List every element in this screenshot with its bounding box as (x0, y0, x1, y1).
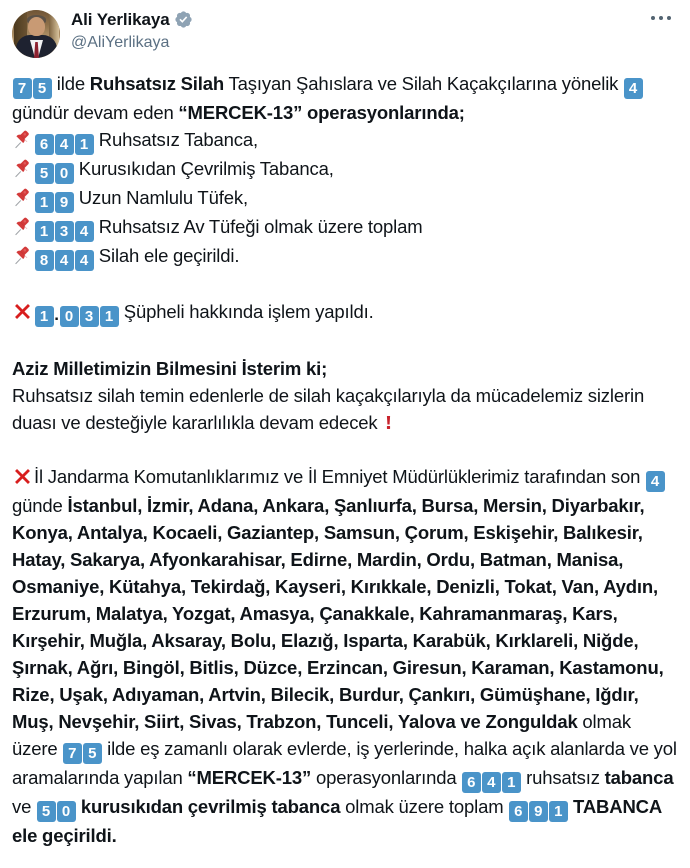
keycap-digit: 1 (549, 801, 568, 822)
keycap-digit: 9 (529, 801, 548, 822)
keycap-group-total (508, 796, 568, 820)
keycap-digit: 4 (624, 78, 643, 99)
keycap-digit: 1 (35, 192, 54, 213)
pushpin-icon (12, 216, 33, 237)
author-handle[interactable]: @AliYerlikaya (71, 34, 170, 51)
keycap-digit: 4 (482, 772, 501, 793)
more-dot (651, 16, 655, 20)
spacer (12, 328, 678, 355)
keycap-digit: 8 (35, 250, 54, 271)
keycap-group (34, 216, 94, 240)
keycap-digit: 6 (462, 772, 481, 793)
ops-text-2: günde (12, 495, 68, 516)
keycap-group-converted (36, 796, 76, 820)
keycap-digit: 0 (55, 163, 74, 184)
ops-bold-converted: kurusıkıdan çevrilmiş tabanca (76, 796, 341, 817)
pushpin-icon (12, 187, 33, 208)
more-dot (659, 16, 663, 20)
keycap-digit: 1 (502, 772, 521, 793)
intro-text-2: Taşıyan Şahıslara ve Silah Kaçakçılarına yönelik (224, 73, 624, 94)
avatar[interactable] (12, 10, 60, 58)
intro-bold-operation: “MERCEK-13” operasyonlarında; (178, 102, 465, 123)
intro-text-3: gündür devam eden (12, 102, 179, 123)
keycap-digit: 4 (75, 221, 94, 242)
list-item-label: Uzun Namlulu Tüfek, (74, 187, 248, 208)
keycap-digit: 0 (60, 306, 79, 327)
statement-heading: Aziz Milletimizin Bilmesini İsterim ki; (12, 358, 328, 379)
keycap-digit: 1 (75, 134, 94, 155)
tweet-text (12, 70, 678, 849)
list-item (12, 184, 678, 213)
keycap-digit: 1 (35, 306, 54, 327)
list-item-label: Kurusıkıdan Çevrilmiş Tabanca, (74, 158, 334, 179)
author-name-block (71, 8, 193, 53)
spacer (12, 271, 678, 298)
intro-bold-1: Ruhsatsız Silah (89, 73, 225, 94)
statement-body (12, 382, 678, 436)
tweet-header (12, 8, 678, 64)
author-name-row (71, 9, 193, 30)
ops-text-6: ruhsatsız (521, 767, 605, 788)
ops-text-8: olmak üzere toplam (340, 796, 509, 817)
keycap-group (34, 187, 74, 211)
keycap-group (34, 158, 74, 182)
suspects-line (12, 298, 678, 328)
keycap-digit: 5 (37, 801, 56, 822)
keycap-digit: 1 (100, 306, 119, 327)
list-item-label: Silah ele geçirildi. (94, 245, 240, 266)
keycap-digit: 3 (55, 221, 74, 242)
ops-text-3: olmak üzere (12, 711, 632, 759)
list-item (12, 242, 678, 271)
keycap-digit: 7 (13, 78, 32, 99)
verified-badge-icon (174, 10, 193, 29)
keycap-digit: 5 (33, 78, 52, 99)
operation-name: “MERCEK-13” (187, 767, 312, 788)
list-item-label: Ruhsatsız Av Tüfeği olmak üzere toplam (94, 216, 423, 237)
cross-mark-icon (12, 301, 33, 322)
ops-bold-total: TABANCA ele geçirildi. (12, 796, 662, 846)
keycap-digit-days: 4 (646, 471, 665, 492)
pushpin-icon (12, 158, 33, 179)
tweet-intro-paragraph (12, 70, 678, 126)
display-name[interactable]: Ali Yerlikaya (71, 10, 170, 29)
spacer (12, 436, 678, 463)
keycap-group-suspects (34, 301, 119, 325)
intro-text-1: ilde (52, 73, 90, 94)
list-item (12, 213, 678, 242)
red-exclamation-icon (381, 412, 398, 433)
keycap-digit: 0 (57, 801, 76, 822)
pushpin-icon (12, 129, 33, 150)
list-item (12, 126, 678, 155)
keycap-digit: 1 (35, 221, 54, 242)
keycap-digit: 6 (35, 134, 54, 155)
keycap-digit: 6 (509, 801, 528, 822)
keycap-separator: . (54, 305, 59, 324)
ops-text-7: ve (12, 796, 37, 817)
keycap-group (34, 245, 94, 269)
keycap-digit: 4 (55, 134, 74, 155)
more-options-button[interactable] (644, 8, 678, 40)
keycap-group-provinces (12, 73, 52, 97)
more-dot (667, 16, 671, 20)
keycap-digit: 5 (35, 163, 54, 184)
suspects-label: Şüpheli hakkında işlem yapıldı. (119, 301, 374, 322)
operations-paragraph (12, 463, 678, 849)
keycap-digit: 7 (63, 743, 82, 764)
keycap-digit: 4 (75, 250, 94, 271)
list-item (12, 155, 678, 184)
keycap-group (34, 129, 94, 153)
ops-text-5: operasyonlarında (311, 767, 462, 788)
ops-text-1: İl Jandarma Komutanlıklarımız ve İl Emniyet Müdürlüklerimiz tarafından son (34, 466, 646, 487)
keycap-digit: 5 (83, 743, 102, 764)
list-item-label: Ruhsatsız Tabanca, (94, 129, 259, 150)
ops-bold-tabanca: tabanca (604, 767, 674, 788)
keycap-digit: 3 (80, 306, 99, 327)
keycap-group-provinces (62, 738, 102, 762)
keycap-digit: 9 (55, 192, 74, 213)
keycap-group-pistols (461, 767, 521, 791)
cross-mark-icon (12, 466, 33, 487)
pushpin-icon (12, 245, 33, 266)
ops-text-4: ilde eş zamanlı olarak evlerde, iş yerlerinde, halka açık alanlarda ve yol aramalarında yapılan (12, 738, 677, 788)
avatar-face (28, 17, 45, 36)
statement-body-text: Ruhsatsız silah temin edenlerle de silah kaçakçılarıyla da mücadelemiz sizlerin duası ve desteğiyle kararlılıkla devam edecek (12, 385, 645, 433)
city-list: İstanbul, İzmir, Adana, Ankara, Şanlıurfa, Bursa, Mersin, Diyarbakır, Konya, Antalya, Kocaeli, Gaziantep, Samsun, Çorum, Eskişehir, Balıkesir, Hatay, Sakarya, Afyonkarahisar, Edirne, Mardin, Ordu, Batman, Manisa, Osmaniye, Kütahya, Tekirdağ, Kayseri, Kırıkkale, Denizli, Tokat, Van, Aydın, Erzurum, Malatya, Yozgat, Amasya, Çanakkale, Kahramanmaraş, Kars, Kırşehir, Muğla, Aksaray, Bolu, Elazığ, Isparta, Karabük, Kırklareli, Niğde, Şırnak, Ağrı, Bingöl, Bitlis, Düzce, Erzincan, Giresun, Karaman, Kastamonu, Rize, Uşak, Adıyaman, Artvin, Bilecik, Burdur, Çankırı, Gümüşhane, Iğdır, Muş, Nevşehir, Siirt, Sivas, Trabzon, Tunceli, Yalova ve Zonguldak (12, 495, 664, 732)
keycap-digit: 4 (55, 250, 74, 271)
